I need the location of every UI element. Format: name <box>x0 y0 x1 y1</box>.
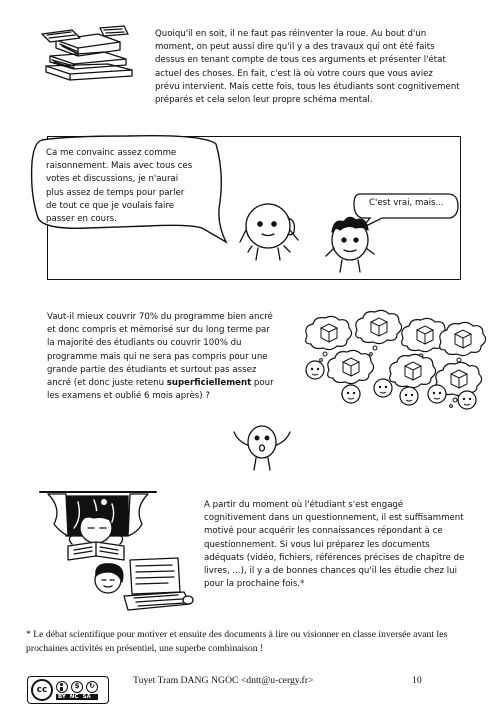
student-face-icon <box>342 385 360 403</box>
bubble-right-text: C'est vrai, mais... <box>369 198 444 208</box>
by-icon <box>56 681 68 693</box>
study-scene <box>38 488 198 618</box>
student-face-icon <box>238 200 308 275</box>
panel3-text <box>47 311 279 403</box>
student-face-icon <box>458 391 476 409</box>
sa-icon: ↻ <box>86 681 98 693</box>
cc-icon: cc <box>31 679 53 701</box>
student-face-icon <box>306 361 324 379</box>
thought-cloud-group <box>295 310 485 410</box>
thought-cloud-icon <box>356 310 402 355</box>
thought-cloud-icon <box>440 322 486 367</box>
student-face-icon <box>374 379 392 397</box>
student-face-icon <box>322 212 382 282</box>
footer-author: Tuyet Tram DANG NGOC <dntt@u-cergy.fr> <box>133 675 314 686</box>
page-number: 10 <box>412 675 422 686</box>
footnote: * Le débat scientifique pour motiver et ensuite des documents à lire ou visionner en classe inversée avant les prochaines activités en présentiel, une superbe combinaison ! <box>26 629 448 654</box>
nc-icon: $ <box>71 681 83 693</box>
student-face-icon <box>428 385 446 403</box>
license-badge[interactable]: cc $ ↻ BY NC SA <box>27 676 109 704</box>
bubble-left-text: Ca me convainc assez comme raisonnement. Mais avec tous ces votes et discussions, je n'aurai plus assez de temps pour parler de tout ce que je voulais faire passer en cours. <box>46 148 193 225</box>
student-face-icon <box>400 387 418 405</box>
panel1-text: Quoiqu'il en soit, il ne faut pas réinventer la roue. Au bout d'un moment, on peut aussi dire qu'il y a des travaux qui ont été faits dessus en tenant compte de tous ces arguments et présenter l'état actuel des choses. En fait, c'est là où votre cours que vous aviez prévu intervient. Mais cette fois, tous les étudiants sont cognitivement préparés et cela selon leur propre schéma mental. <box>155 29 460 106</box>
panel3-text-after: pour les examens et oublié 6 mois après) ? <box>47 378 274 402</box>
book-stack-icon <box>38 26 138 86</box>
panel3-text-bold: superficiellement <box>166 378 252 389</box>
panel4-text: A partir du moment où l'étudiant s'est engagé cognitivement dans un questionnement, il est suffisamment motivé pour acquérir les connaissances répondant à ce questionnement. Si vous lui préparez les documents adéquats (vidéo, fichiers, références précises de chapitre de livres, ...), il y a de bonnes chances qu'il les étudie chez lui pour la prochaine fois.* <box>204 500 465 590</box>
student-face-icon <box>232 420 292 472</box>
laptop-icon <box>124 558 190 610</box>
panel3-text-before: Vaut-il mieux couvrir 70% du programme bien ancré et donc compris et mémorisé sur du long terme par la majorité des étudiants ou couvrir 100% du programme mais qui ne sera pas compris pour une grande partie des étudiants et surtout pas assez ancré (et donc juste retenu <box>47 312 273 389</box>
